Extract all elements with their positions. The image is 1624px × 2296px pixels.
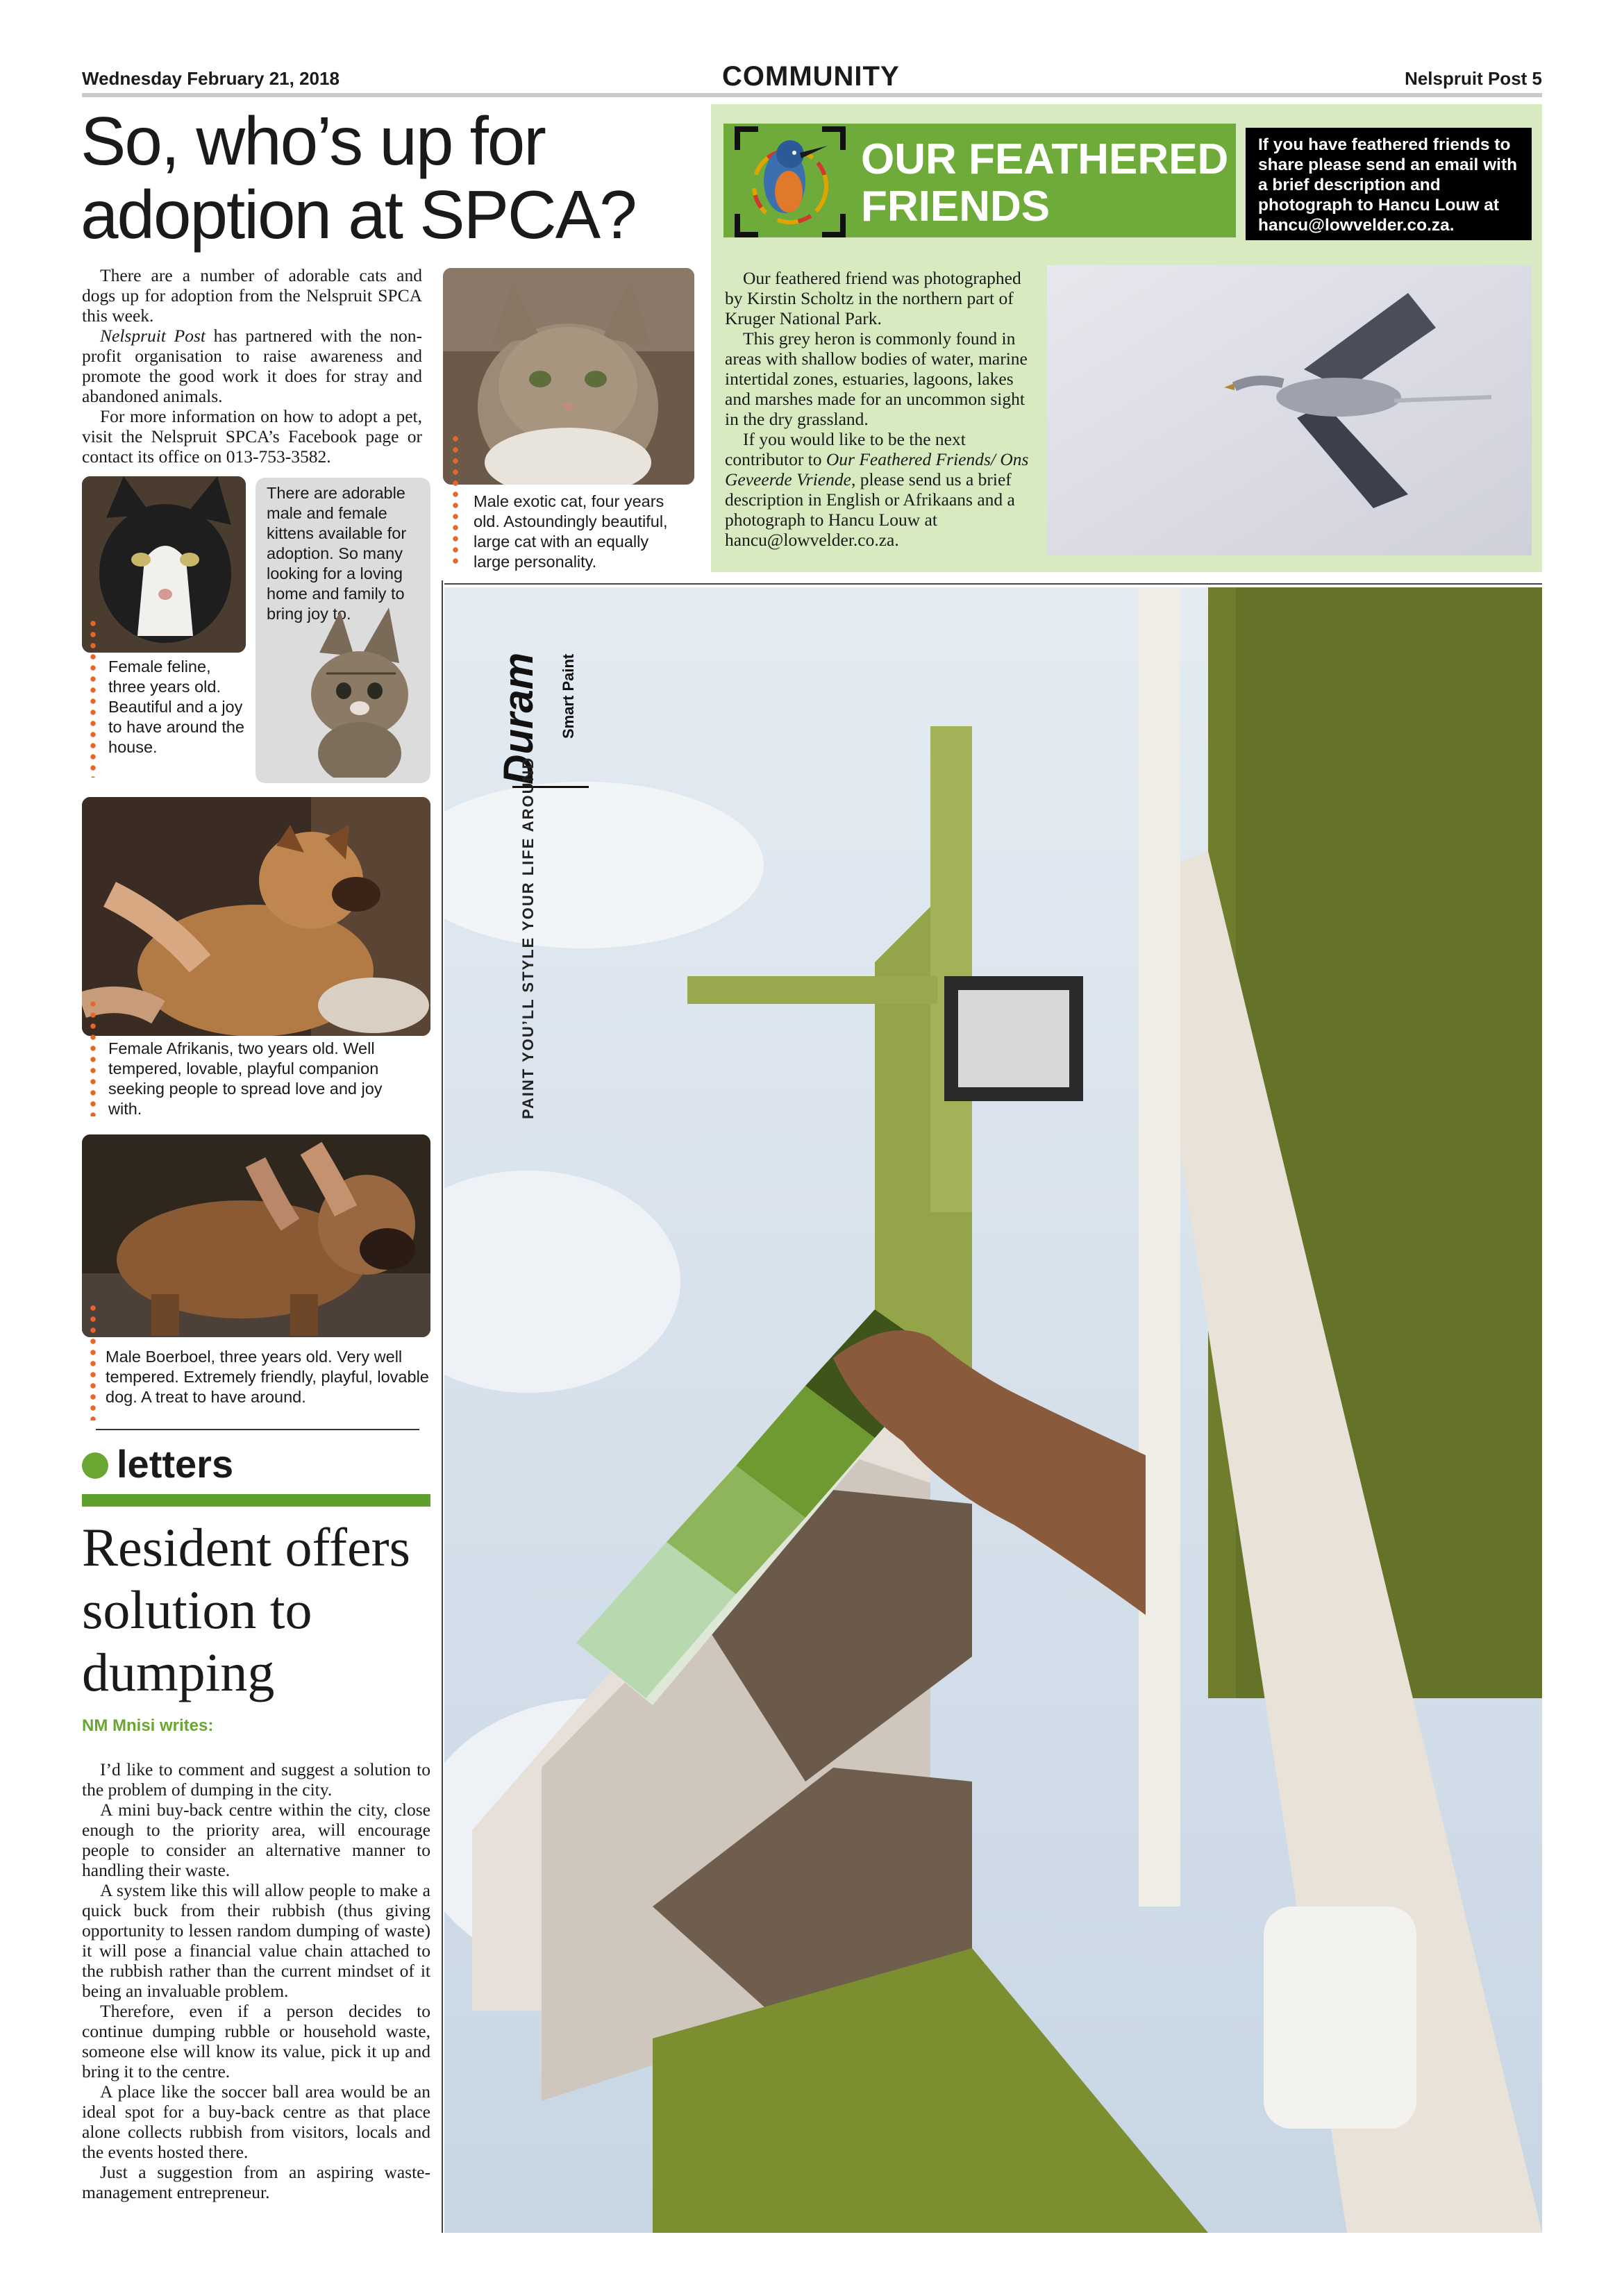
spca-paragraph-rest: has partnered with the non-profit organisation to raise awareness and promote the good work it does for stray and abandoned animals. — [82, 326, 422, 406]
caption-dots — [453, 433, 458, 565]
feathered-body — [725, 268, 1036, 550]
column-rule — [442, 580, 443, 2233]
boerboel-photo — [82, 1134, 430, 1337]
ad-brand-logo: Duram — [495, 652, 542, 785]
caption-afrikanis: Female Afrikanis, two years old. Well tempered, lovable, playful companion seeking people to spread love and joy with. — [108, 1039, 383, 1118]
spca-paragraph: There are a number of adorable cats and dogs up for adoption from the Nelspruit SPCA this week. — [82, 265, 422, 326]
header-rule — [82, 93, 1542, 97]
feathered-paragraph: This grey heron is commonly found in areas with shallow bodies of water, marine intertidal zones, estuaries, lagoons, lakes and marshes made for an uncommon sight in the dry grassland. — [725, 328, 1028, 429]
headline-line-1: So, who’s up for — [81, 103, 545, 179]
letter-paragraph: Just a suggestion from an aspiring waste-management entrepreneur. — [82, 2162, 430, 2202]
ad-brand-sub: Smart Paint — [560, 653, 577, 739]
caption-boerboel: Male Boerboel, three years old. Very well tempered. Extremely friendly, playful, lovable dog. A treat to have around. — [106, 1348, 429, 1406]
caption-kittens: There are adorable male and female kittens available for adoption. So many looking for a loving home and family to bring joy to. — [267, 484, 407, 623]
duram-advert — [444, 587, 1542, 2233]
section-title: COMMUNITY — [722, 61, 900, 92]
afrikanis-photo — [82, 797, 430, 1036]
letter-paragraph: A mini buy-back centre within the city, close enough to the priority area, will encourage people to consider an alternative manner to handling their waste. — [82, 1800, 430, 1880]
letter-byline: NM Mnisi writes: — [82, 1716, 214, 1735]
letter-paragraph: Therefore, even if a person decides to continue dumping rubble or household waste, someone else will know its value, pick it up and bring it to the centre. — [82, 2001, 430, 2081]
caption-female-feline: Female feline, three years old. Beautiful and a joy to have around the house. — [108, 657, 244, 756]
ad-slogan: PAINT YOU’LL STYLE YOUR LIFE AROUND — [519, 756, 537, 1119]
caption-dots — [90, 1302, 96, 1421]
letters-label: letters — [117, 1442, 234, 1486]
heron-photo — [1047, 265, 1532, 555]
letter-body — [82, 1759, 430, 2202]
letter-paragraph: I’d like to comment and suggest a solution to the problem of dumping in the city. — [82, 1759, 430, 1800]
letter-headline: Resident offers solution to dumping — [82, 1517, 410, 1702]
page-number: Nelspruit Post 5 — [1405, 68, 1542, 89]
feathered-paragraph: Our feathered friend was photographed by Kirstin Scholtz in the northern part of Kruger National Park. — [725, 268, 1021, 328]
letters-bar — [82, 1494, 430, 1507]
feathered-paragraph — [725, 429, 1036, 550]
ad-top-rule — [444, 583, 1542, 585]
caption-dots — [90, 998, 96, 1116]
section-rule — [96, 1429, 419, 1430]
letter-paragraph: A system like this will allow people to make a quick buck from their rubbish (thus giving opportunity to lessen random dumping of waste) it will pose a financial value chain attached to the rubbish rather than the current mindset of it being an invaluable problem. — [82, 1880, 430, 2001]
spca-paragraph: Nelspruit Post has partnered with the non-profit organisation to raise awareness and promote the good work it does for stray and abandoned animals. — [82, 326, 422, 406]
letters-bullet — [82, 1452, 108, 1479]
caption-dots — [90, 618, 96, 778]
letter-paragraph: A place like the soccer ball area would be an ideal spot for a buy-back centre as that place alone collects rubbish from visitors, locals and the events hosted there. — [82, 2081, 430, 2162]
caption-exotic-cat: Male exotic cat, four years old. Astoundingly beautiful, large cat with an equally large personality. — [474, 492, 668, 571]
feathered-p3-a: If you would like to be the next contributor to — [725, 429, 966, 469]
female-feline-photo — [82, 476, 246, 653]
exotic-cat-photo — [443, 268, 694, 485]
header-date: Wednesday February 21, 2018 — [82, 68, 340, 89]
feathered-friends-title: OUR FEATHERED FRIENDS — [861, 135, 1229, 231]
kingfisher-logo-icon — [730, 122, 850, 242]
feathered-p3-italic: Our Feathered Friends/ Ons Geveerde Vriende — [725, 449, 1029, 489]
spca-paragraph: For more information on how to adopt a pet, visit the Nelspruit SPCA’s Facebook page or contact its office on 013-753-3582. — [82, 406, 422, 467]
feathered-info-text: If you have feathered friends to share please send an email with a brief description and photograph to Hancu Louw at hancu@lowvelder.co.za. — [1258, 135, 1518, 235]
feathered-p3-b: , please send us a brief description in English or Afrikaans and a photograph to Hancu Louw at hancu@lowvelder.co.za. — [725, 469, 1015, 550]
spca-headline — [81, 104, 692, 251]
kitten-photo — [278, 604, 417, 778]
spca-intro — [82, 265, 422, 467]
headline-line-2: adoption at SPCA? — [81, 176, 636, 253]
